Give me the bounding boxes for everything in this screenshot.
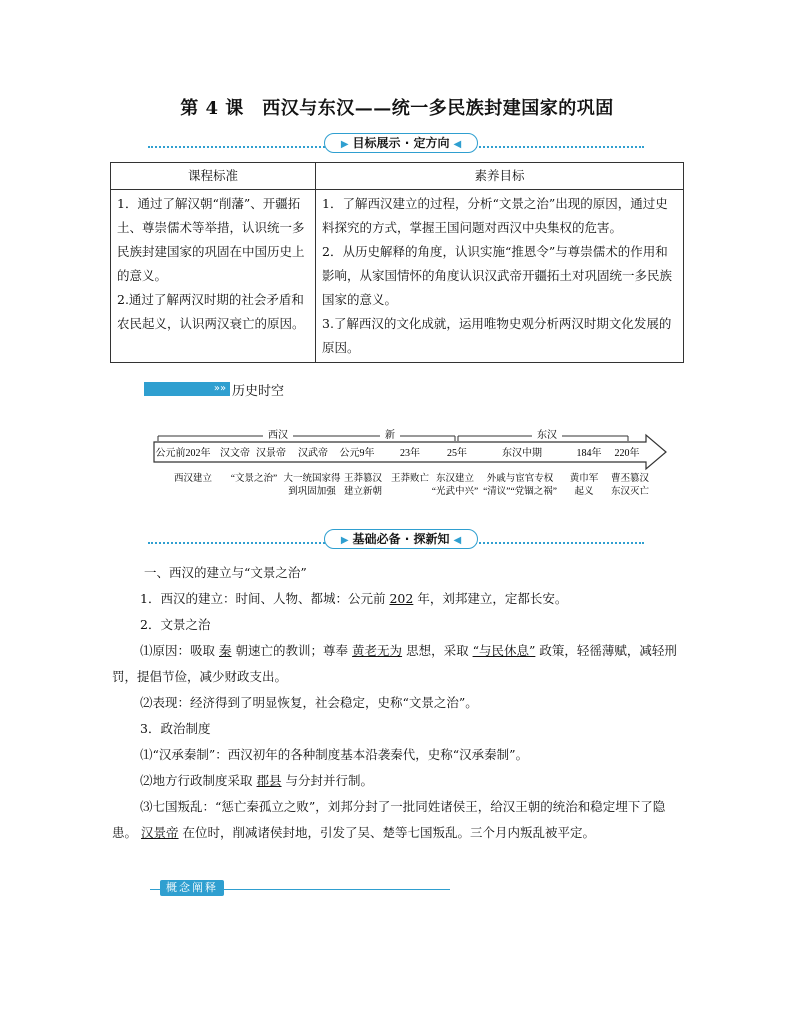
paragraph: [112, 768, 684, 794]
timeline-event: “光武中兴”: [431, 487, 479, 497]
section-bar: [144, 382, 210, 396]
timeline-date: 汉武帝: [298, 448, 328, 459]
concept-tag: 概念阐释: [160, 880, 224, 896]
table-header: 素养目标: [316, 163, 684, 190]
section-content: [112, 560, 684, 846]
banner-goals-label: 目标展示 · 定方向: [352, 136, 450, 150]
timeline-date: 184年: [576, 448, 602, 459]
answer-blank: 郡县: [256, 773, 282, 788]
timeline-event: 王莽败亡: [390, 474, 430, 484]
goal-item: 3.了解西汉的文化成就，运用唯物史观分析两汉时期文化发展的原因。: [322, 316, 672, 355]
concept-explanation-header: [150, 880, 450, 894]
paragraph: ⑵表现：经济得到了明显恢复，社会稳定，史称“文景之治”。: [140, 695, 478, 710]
play-icon: ▶: [340, 139, 349, 150]
timeline-date: 汉文帝: [220, 448, 250, 459]
table-header: 课程标准: [111, 163, 316, 190]
timeline-date: 东汉中期: [502, 448, 542, 459]
play-icon: ▶: [340, 535, 349, 546]
period-label: 新: [385, 430, 395, 441]
timeline-event: 大一统国家得: [283, 474, 341, 484]
goal-item: 1．了解西汉建立的过程，分析“文景之治”出现的原因，通过史料探究的方式，掌握王国问题对西汉中央集权的危害。: [322, 196, 668, 235]
paragraph: [112, 586, 684, 612]
text: ⑵地方行政制度采取: [140, 773, 253, 788]
timeline-event: 到巩固加强: [288, 487, 336, 497]
banner-basics: [148, 527, 644, 549]
timeline-diagram: [150, 424, 672, 508]
subheading: 2．文景之治: [140, 617, 211, 632]
table-header-row: [111, 163, 684, 190]
text: ⑴原因：吸取: [140, 643, 216, 658]
paragraph: ⑴“汉承秦制”：西汉初年的各种制度基本沿袭秦代，史称“汉承秦制”。: [140, 747, 529, 762]
text: 在位时，削减诸侯封地，引发了吴、楚等七国叛乱。三个月内叛乱被平定。: [182, 825, 596, 840]
answer-blank: 黄老无为: [352, 643, 403, 658]
text: ⑶七国叛乱：“惩亡秦孤立之败”，刘邦分封了一批同姓诸侯王，给汉王朝的统治和稳定埋下了隐患。: [112, 799, 666, 840]
text: 政策，轻徭薄赋，减轻刑罚，提倡节俭，减少财政支出。: [112, 643, 677, 684]
timeline-event: 西汉建立: [173, 474, 213, 484]
text: 朝速亡的教训；尊奉: [235, 643, 349, 658]
banner-basics-label: 基础必备 · 探新知: [352, 532, 450, 546]
timeline-date: 汉景帝: [256, 448, 286, 459]
paragraph: [112, 794, 684, 846]
timeline-event: 王莽篡汉: [343, 474, 383, 484]
standard-item: 1．通过了解汉朝“削藩”、开疆拓土、尊崇儒术等举措，认识统一多民族封建国家的巩固在中国历史上的意义。: [117, 196, 305, 283]
text: 1．西汉的建立：时间、人物、都城：公元前: [140, 591, 386, 606]
banner-pill: [324, 133, 478, 153]
answer-blank: “与民休息”: [472, 643, 536, 658]
literacy-goals-cell: [316, 190, 684, 363]
section-heading: 一、西汉的建立与“文景之治”: [144, 565, 307, 580]
text: 思想，采取: [406, 643, 469, 658]
subheading: 3．政治制度: [140, 721, 211, 736]
history-label: 历史时空: [232, 384, 285, 399]
timeline-date: 公元前202年: [155, 448, 211, 459]
banner-pill: [324, 529, 478, 549]
timeline-event: “文景之治”: [230, 474, 278, 484]
timeline-date: 25年: [447, 448, 467, 459]
timeline-event: 起义: [574, 487, 594, 497]
timeline-event: 建立新朝: [343, 487, 383, 497]
timeline-date: 23年: [400, 448, 420, 459]
period-label: 西汉: [268, 430, 288, 441]
period-label: 东汉: [537, 430, 557, 441]
timeline-event: “清议”“党锢之祸”: [483, 487, 557, 497]
answer-blank: 秦: [219, 643, 232, 658]
back-icon: ◀: [453, 535, 462, 546]
text: 年，刘邦建立，定都长安。: [417, 591, 568, 606]
curriculum-standards-cell: [111, 190, 316, 363]
text: 与分封并行制。: [285, 773, 374, 788]
answer-blank: 202: [389, 591, 414, 606]
page-title: 第 4 课 西汉与东汉——统一多民族封建国家的巩固: [180, 98, 614, 119]
timeline-event: 曹丕篡汉: [610, 474, 650, 484]
back-icon: ◀: [453, 139, 462, 150]
banner-goals: [148, 131, 644, 153]
timeline-event: 黄巾军: [569, 474, 599, 484]
timeline-event: 东汉建立: [435, 474, 475, 484]
timeline-event: 东汉灭亡: [610, 487, 650, 497]
double-chevron-icon: »»: [210, 382, 230, 396]
curriculum-table: [110, 162, 684, 363]
standard-item: 2.通过了解两汉时期的社会矛盾和农民起义，认识两汉衰亡的原因。: [117, 292, 305, 331]
goal-item: 2．从历史解释的角度，认识实施“推恩令”与尊崇儒术的作用和影响，从家国情怀的角度认识汉武帝开疆拓土对巩固统一多民族国家的意义。: [322, 244, 673, 307]
timeline-date: 220年: [614, 448, 640, 459]
table-row: [111, 190, 684, 363]
timeline-date: 公元9年: [339, 448, 375, 459]
paragraph: [112, 638, 684, 690]
timeline-event: 外戚与宦官专权: [486, 474, 554, 484]
answer-blank: 汉景帝: [141, 825, 179, 840]
